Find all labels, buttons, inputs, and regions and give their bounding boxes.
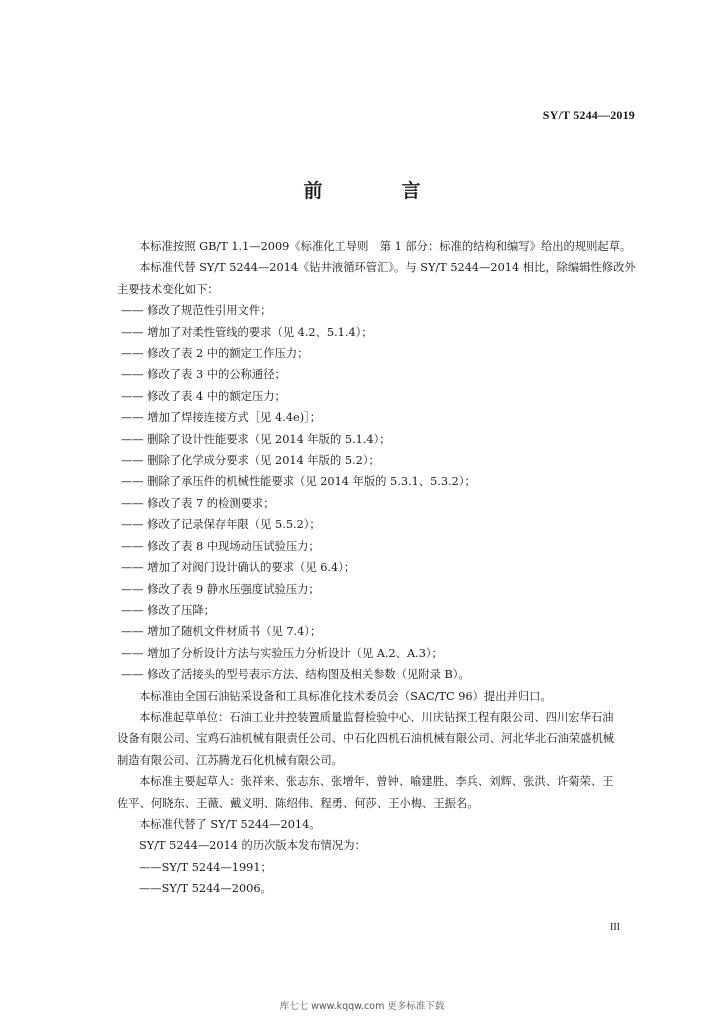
technical-changes-list: [117, 300, 639, 685]
replacement-paragraph: 本标准代替 SY/T 5244—2014《钻井液循环管汇》。与 SY/T 5244—2014 相比，除编辑性修改外: [139, 261, 636, 275]
list-item: —— 删除了化学成分要求（见 2014 年版的 5.2）；: [121, 454, 380, 468]
list-item: —— 修改了记录保存年限（见 5.5.2）；: [121, 518, 321, 532]
list-item: —— 修改了压降；: [121, 603, 215, 617]
history-heading: SY/T 5244—2014 的历次版本发布情况为：: [139, 839, 366, 853]
list-item: —— 修改了规范性引用文件；: [121, 304, 272, 318]
list-item: —— 增加了分析设计方法与实验压力分析设计（见 A.2、A.3）；: [121, 646, 443, 660]
list-item: —— 修改了活接头的型号表示方法、结构图及相关参数（见附录 B）。: [121, 668, 470, 682]
list-item: —— 删除了承压件的机械性能要求（见 2014 年版的 5.3.1、5.3.2）；: [121, 475, 476, 489]
list-item: —— 修改了表 2 中的额定工作压力；: [121, 347, 309, 361]
document-code: SY/T 5244—2019: [542, 108, 635, 122]
history-version-item: ——SY/T 5244—2006。: [139, 882, 272, 896]
list-item: —— 修改了表 7 的检测要求；: [121, 496, 275, 510]
proposal-paragraph: 本标准由全国石油钻采设备和工具标准化技术委员会（SAC/TC 96）提出并归口。: [139, 689, 552, 703]
list-item: —— 删除了设计性能要求（见 2014 年版的 5.1.4）；: [121, 432, 391, 446]
foreword-body: [117, 236, 639, 900]
list-item: —— 增加了对柔性管线的要求（见 4.2、5.1.4）；: [121, 325, 373, 339]
page-title: 前 言: [303, 180, 451, 202]
drafters-continued: 佐平、何晓东、王薇、戴义明、陈绍伟、程勇、何莎、王小梅、王振名。: [117, 796, 479, 810]
drafting-units-continued: 制造有限公司、江苏腾龙石化机械有限公司。: [117, 753, 343, 767]
list-item: —— 修改了表 3 中的公称通径；: [121, 368, 286, 382]
drafting-rule-paragraph: 本标准按照 GB/T 1.1—2009《标准化工导则 第 1 部分：标准的结构和编写》给出的规则起草。: [139, 240, 632, 253]
list-item: —— 增加了对阀门设计确认的要求（见 6.4）；: [121, 561, 356, 575]
footer-watermark: 库七七 www.kqqw.com 更多标准下载: [279, 1001, 445, 1012]
list-item: —— 修改了表 9 静水压强度试验压力；: [121, 582, 320, 596]
drafting-units-paragraph: 本标准起草单位：石油工业井控装置质量监督检验中心、川庆钻探工程有限公司、四川宏华石油: [139, 710, 614, 724]
list-item: —— 增加了焊接连接方式［见 4.4e)］；: [121, 411, 322, 425]
drafting-units-continued: 设备有限公司、宝鸡石油机械有限责任公司、中石化四机石油机械有限公司、河北华北石油荣盛机械: [117, 732, 615, 746]
list-item: —— 增加了随机文件材质书（见 7.4）；: [121, 625, 322, 639]
replaces-paragraph: 本标准代替了 SY/T 5244—2014。: [139, 817, 321, 831]
replacement-paragraph-continued: 主要技术变化如下：: [117, 282, 219, 296]
list-item: —— 修改了表 4 中的额定压力；: [121, 389, 286, 403]
list-item: —— 修改了表 8 中现场动压试验压力；: [121, 539, 320, 553]
page-number: III: [610, 922, 620, 933]
drafters-paragraph: 本标准主要起草人：张祥来、张志东、张增年、曾钟、喻建胜、李兵、刘辉、张洪、许菊荣、王: [139, 775, 614, 789]
history-version-item: ——SY/T 5244—1991；: [139, 860, 272, 874]
